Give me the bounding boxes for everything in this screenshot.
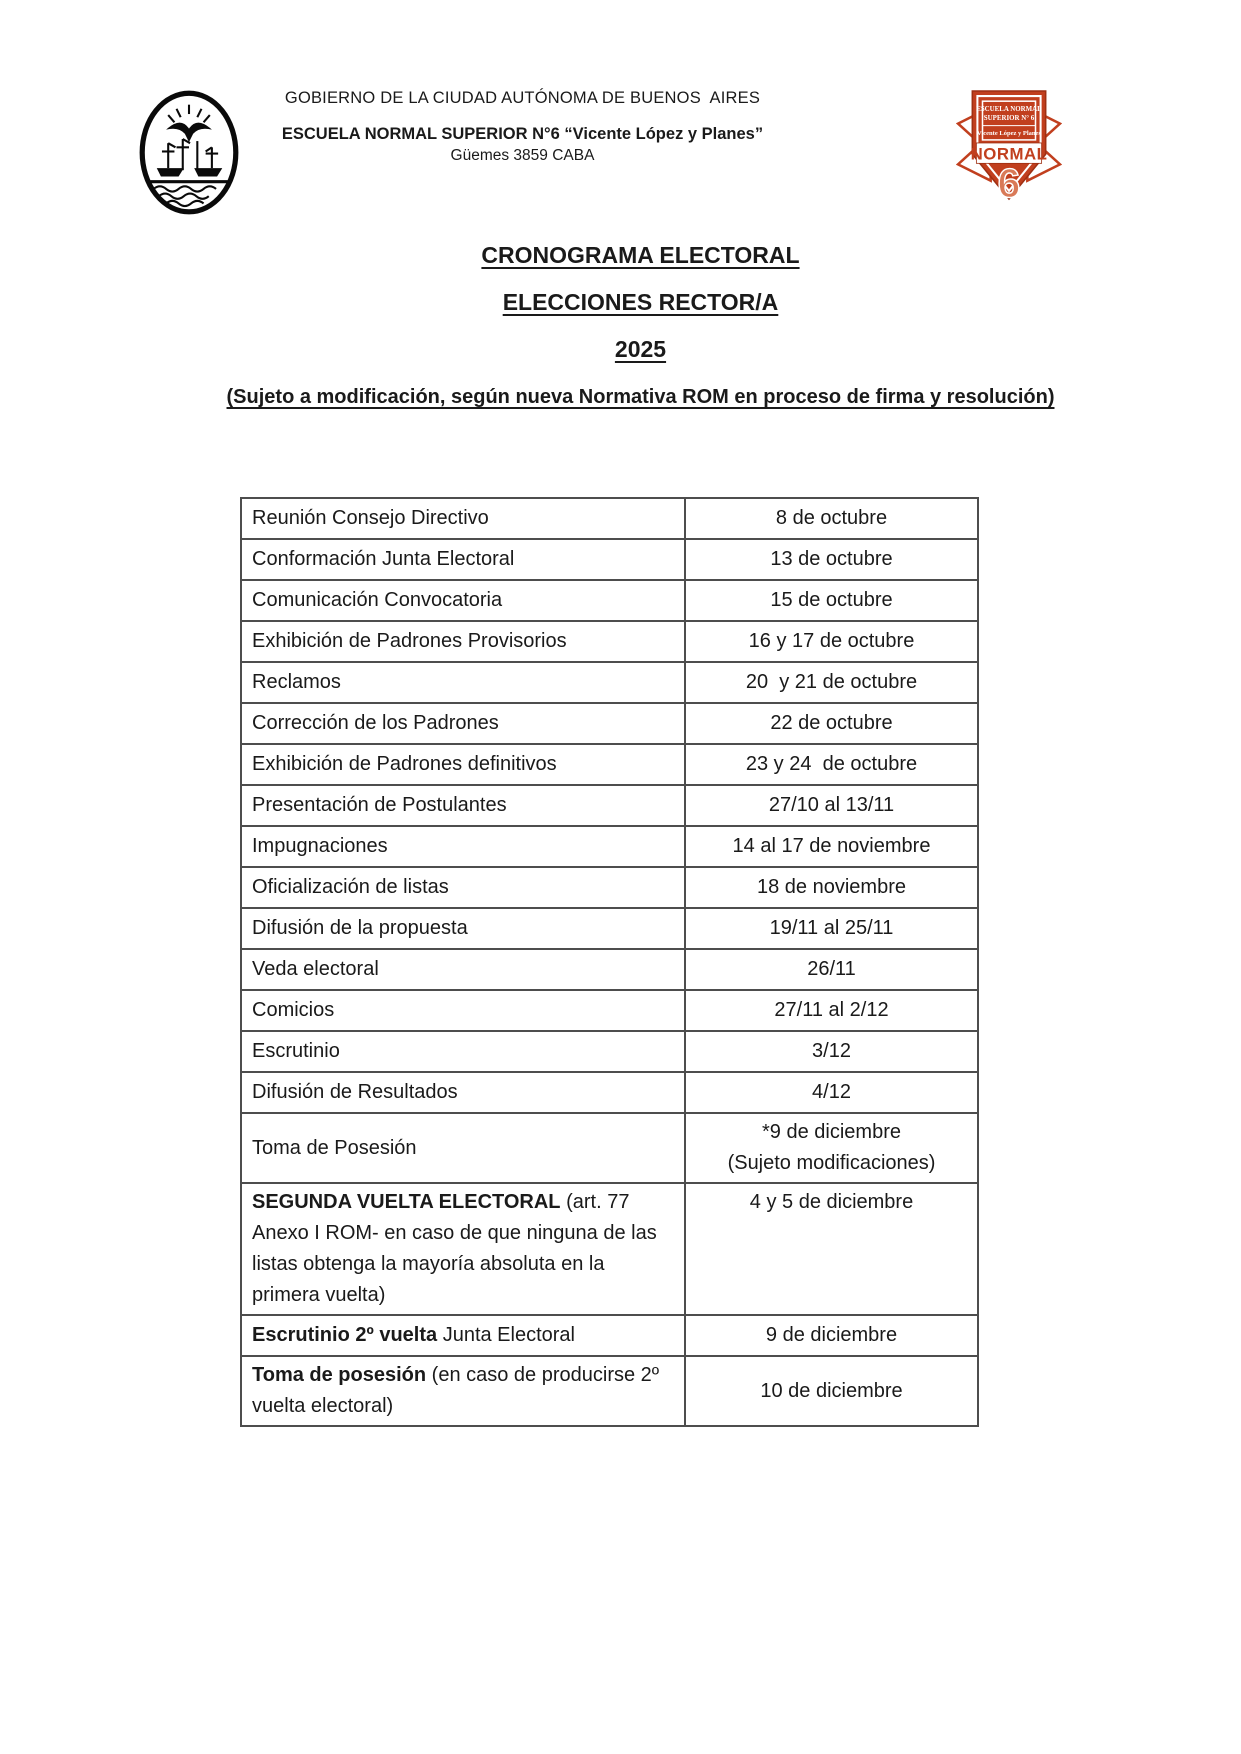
- logo-number-6: 6: [997, 159, 1021, 206]
- date-cell: [685, 1356, 978, 1426]
- event-cell: [241, 1113, 685, 1183]
- event-label: Conformación Junta Electoral: [252, 548, 515, 570]
- table-row: [241, 1113, 978, 1183]
- event-label: Exhibición de Padrones definitivos: [252, 753, 557, 775]
- logo-line1: ESCUELA NORMAL: [976, 105, 1042, 113]
- table-row: [241, 744, 978, 785]
- date-value: 26/11: [807, 958, 856, 980]
- table-row: [241, 826, 978, 867]
- table-row: [241, 949, 978, 990]
- date-value: 19/11 al 25/11: [769, 917, 894, 939]
- title-block: [40, 242, 1241, 409]
- date-value: 8 de octubre: [775, 507, 888, 529]
- date-value: 3/12: [812, 1040, 851, 1062]
- date-value: 23 y 24 de octubre: [745, 753, 918, 775]
- table-row: [241, 703, 978, 744]
- date-cell: [685, 990, 978, 1031]
- event-label: Escrutinio: [252, 1040, 340, 1062]
- event-label: (art. 77 Anexo I ROM- en caso de que ninguna de las listas obtenga la mayoría absoluta en la primera vuelta): [252, 1191, 663, 1306]
- date-value: *9 de diciembre: [762, 1121, 901, 1143]
- event-label-bold: Toma de posesión: [252, 1364, 427, 1386]
- event-label-bold: Escrutinio 2º vuelta: [252, 1324, 438, 1346]
- page-year: 2025: [614, 336, 667, 362]
- header-text-block: [235, 88, 810, 166]
- date-cell: [685, 867, 978, 908]
- logo-line2: SUPERIOR N° 6: [983, 115, 1035, 123]
- date-value: 9 de diciembre: [765, 1324, 898, 1346]
- date-cell: [685, 580, 978, 621]
- date-value: 22 de octubre: [770, 712, 893, 734]
- event-cell: [241, 662, 685, 703]
- date-cell: [685, 1113, 978, 1183]
- event-label: Difusión de la propuesta: [252, 917, 468, 939]
- event-label: Junta Electoral: [437, 1324, 575, 1346]
- event-cell: [241, 703, 685, 744]
- event-label: (en caso de producirse 2º vuelta electoral): [252, 1364, 665, 1417]
- event-cell: [241, 1315, 685, 1356]
- table-row: [241, 1183, 978, 1315]
- table-row: [241, 990, 978, 1031]
- event-label: Reclamos: [252, 671, 341, 693]
- table-row: [241, 908, 978, 949]
- date-cell: [685, 621, 978, 662]
- school-address-line: Güemes 3859 CABA: [450, 147, 595, 165]
- event-cell: [241, 867, 685, 908]
- table-row: [241, 1356, 978, 1426]
- date-cell: [685, 1031, 978, 1072]
- event-label: Veda electoral: [252, 958, 379, 980]
- date-value: 14 al 17 de noviembre: [732, 835, 931, 857]
- table-row: [241, 1072, 978, 1113]
- logo-banner-text: NORMAL: [970, 144, 1048, 164]
- date-cell: [685, 1183, 978, 1315]
- buenos-aires-seal-icon: [137, 86, 241, 218]
- date-value: 13 de octubre: [770, 548, 893, 570]
- date-value: 15 de octubre: [770, 589, 893, 611]
- date-cell: [685, 744, 978, 785]
- date-value: 16 y 17 de octubre: [748, 630, 915, 652]
- table-row: [241, 662, 978, 703]
- table-row: [241, 867, 978, 908]
- date-value-note: (Sujeto modificaciones): [727, 1152, 936, 1174]
- event-cell: [241, 580, 685, 621]
- event-cell: [241, 785, 685, 826]
- table-row: [241, 498, 978, 539]
- event-label: Exhibición de Padrones Provisorios: [252, 630, 567, 652]
- date-value: 20 y 21 de octubre: [745, 671, 918, 693]
- date-cell: [685, 539, 978, 580]
- event-cell: [241, 498, 685, 539]
- event-cell: [241, 744, 685, 785]
- date-cell: [685, 785, 978, 826]
- date-cell: [685, 703, 978, 744]
- event-cell: [241, 990, 685, 1031]
- page-title: CRONOGRAMA ELECTORAL: [481, 242, 800, 268]
- page-subtitle-elections: ELECCIONES RECTOR/A: [502, 289, 779, 315]
- normal6-shield-logo-icon: [956, 84, 1062, 206]
- date-value: 4/12: [812, 1081, 851, 1103]
- table-row: [241, 539, 978, 580]
- date-value: 27/10 al 13/11: [768, 794, 895, 816]
- date-value: 18 de noviembre: [757, 876, 906, 898]
- date-cell: [685, 1315, 978, 1356]
- event-label: Presentación de Postulantes: [252, 794, 507, 816]
- event-cell: [241, 1072, 685, 1113]
- table-row: [241, 785, 978, 826]
- event-label: Reunión Consejo Directivo: [252, 507, 489, 529]
- date-cell: [685, 908, 978, 949]
- government-line: GOBIERNO DE LA CIUDAD AUTÓNOMA DE BUENOS AIRES: [284, 89, 761, 107]
- table-row: [241, 580, 978, 621]
- event-label: Oficialización de listas: [252, 876, 449, 898]
- event-cell: [241, 1356, 685, 1426]
- table-row: [241, 1031, 978, 1072]
- event-cell: [241, 1183, 685, 1315]
- electoral-schedule-table: [240, 497, 979, 1427]
- logo-line3: Vicente López y Planes: [977, 129, 1041, 137]
- event-label-bold: SEGUNDA VUELTA ELECTORAL: [252, 1191, 561, 1213]
- date-value: 4 y 5 de diciembre: [749, 1191, 914, 1213]
- event-label: Corrección de los Padrones: [252, 712, 499, 734]
- event-cell: [241, 539, 685, 580]
- date-value: 27/11 al 2/12: [774, 999, 889, 1021]
- date-cell: [685, 826, 978, 867]
- date-cell: [685, 662, 978, 703]
- event-label: Comicios: [252, 999, 335, 1021]
- event-cell: [241, 949, 685, 990]
- event-cell: [241, 1031, 685, 1072]
- event-label: Difusión de Resultados: [252, 1081, 458, 1103]
- event-label: Toma de Posesión: [252, 1136, 417, 1159]
- date-cell: [685, 1072, 978, 1113]
- event-cell: [241, 908, 685, 949]
- table-row: [241, 621, 978, 662]
- modification-note: (Sujeto a modificación, según nueva Normativa ROM en proceso de firma y resolución): [226, 386, 1055, 408]
- event-cell: [241, 621, 685, 662]
- event-label: Impugnaciones: [252, 835, 388, 857]
- event-cell: [241, 826, 685, 867]
- date-cell: [685, 498, 978, 539]
- school-name-line: ESCUELA NORMAL SUPERIOR N°6 “Vicente López y Planes”: [281, 124, 764, 143]
- date-value: 10 de diciembre: [760, 1379, 903, 1402]
- table-row: [241, 1315, 978, 1356]
- event-label: Comunicación Convocatoria: [252, 589, 503, 611]
- date-cell: [685, 949, 978, 990]
